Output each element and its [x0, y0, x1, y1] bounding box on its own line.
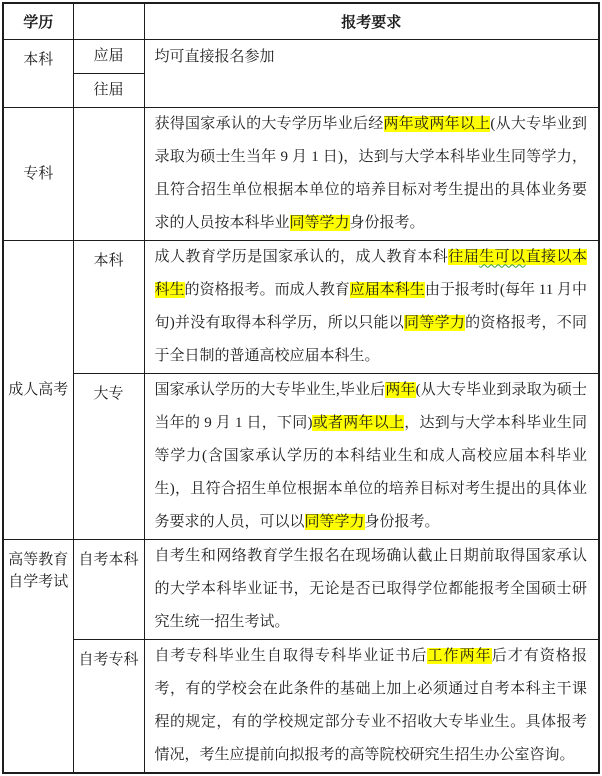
zhuanke-label-cell: 专科	[3, 107, 73, 240]
text-run: 身份报考。	[349, 214, 425, 231]
yingjie-label-cell: 应届	[73, 39, 144, 73]
text-run: (从大专毕业到录取为硕士当年的 9 月 1 日，下同)	[154, 381, 587, 431]
highlighted-text: 两年或两年以上	[383, 115, 491, 132]
text-run: ，达到与大学本科毕业生同等学力(含国家承认学历的本科结业生和成人高校应届本科毕业生)，且符合招生单位根据本单位的培养目标对考生提出的具体业务要求的人员，可以以	[154, 414, 587, 530]
text-run: 的资格报考，不同于全日制的普通高校应届本科生。	[154, 314, 587, 364]
row-zikao-zhuanke	[3, 639, 599, 773]
highlighted-text: 应届本科生	[349, 281, 425, 298]
highlighted-text: 同等学力	[304, 513, 365, 530]
wangjie-label-cell: 往届	[73, 73, 144, 107]
zikao-benke-requirement-cell: 自考生和网络教育学生报名在现场确认截止日期前取得国家承认的大学本科毕业证书，无论是否已取得学位都能报考全国硕士研究生统一招生考试。	[144, 539, 599, 639]
zikao-zhuanke-requirement-cell	[144, 639, 599, 773]
highlighted-text: 直接以本科生	[154, 248, 587, 298]
highlighted-text: 往届	[448, 248, 480, 265]
highlighted-text: 或者两年以上	[312, 414, 405, 431]
row-chengren-dazhuan	[3, 373, 599, 539]
chengren-dazhuan-requirement-cell	[144, 373, 599, 539]
chengren-benke-label-cell: 本科	[73, 240, 144, 373]
zikao-zhuanke-label-cell: 自考专科	[73, 639, 144, 773]
row-benke-yingjie	[3, 39, 599, 73]
text-run: 国家承认学历的大专毕业生,毕业后	[154, 381, 386, 398]
highlighted-text: 生可以	[479, 248, 526, 265]
requirement-column-header: 报考要求	[144, 3, 599, 39]
row-zhuanke	[3, 107, 599, 240]
highlighted-text: 工作两年	[427, 647, 492, 664]
chengren-benke-requirement-cell	[144, 240, 599, 373]
highlighted-text: 两年	[385, 381, 416, 398]
highlighted-text: 同等学力	[289, 214, 350, 231]
highlighted-text: 同等学力	[404, 314, 466, 331]
text-run: 成人教育学历是国家承认的，成人教育本科	[154, 248, 449, 265]
chengren-label-cell: 成人高考	[3, 240, 73, 539]
text-run: 获得国家承认的大专学历毕业后经	[154, 115, 384, 132]
zixue-label-cell: 高等教育自学考试	[3, 539, 73, 773]
admission-requirements-table	[2, 2, 600, 774]
row-chengren-benke	[3, 240, 599, 373]
zhuanke-requirement-cell	[144, 107, 599, 240]
chengren-dazhuan-label-cell: 大专	[73, 373, 144, 539]
zikao-benke-label-cell: 自考本科	[73, 539, 144, 639]
text-run: (从大专毕业到录取为硕士生当年 9 月 1 日)，达到与大学本科毕业生同等学力，且符合招生单位根据本单位的培养目标对考生提出的具体业务要求的人员按本科毕业	[154, 115, 587, 231]
row-zikao-benke	[3, 539, 599, 639]
text-run: 的资格报考。而成人教育	[184, 281, 350, 298]
text-run: 由于报考时(每年 11 月中旬)并没有取得本科学历，所以只能以	[154, 281, 587, 331]
benke-requirement-cell: 均可直接报名参加	[144, 39, 599, 107]
text-run: 后才有资格报考，有的学校会在此条件的基础上加上必须通过自考本科主干课程的规定，有的学校规定部分专业不招收大专毕业生。具体报考情况，考生应提前向拟报考的高等院校研究生招生办公室咨询。	[154, 647, 587, 763]
text-run: 自考专科毕业生自取得专科毕业证书后	[154, 647, 428, 664]
table-header-row	[3, 3, 599, 39]
benke-label-cell: 本科	[3, 39, 73, 107]
zhuanke-sub-cell	[73, 107, 144, 240]
education-column-header: 学历	[3, 3, 73, 39]
text-run: 身份报考。	[364, 513, 440, 530]
education-sub-column-header	[73, 3, 144, 39]
